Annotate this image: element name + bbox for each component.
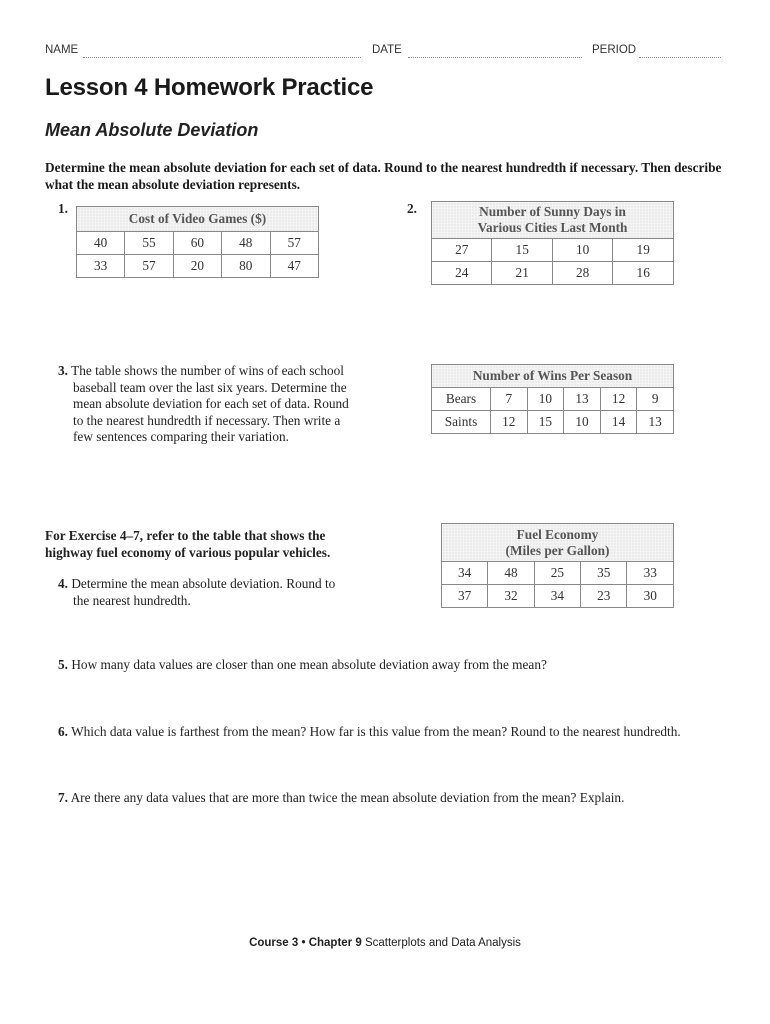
table-cell: 10 <box>564 411 601 434</box>
exercise-intro-line-1: For Exercise 4–7, refer to the table that shows the <box>45 528 326 543</box>
table-cell: 48 <box>488 562 534 585</box>
table-cell: 20 <box>173 255 221 278</box>
page-footer <box>0 937 770 949</box>
table-title-line-2: Various Cities Last Month <box>477 220 628 235</box>
table-cell: 14 <box>600 411 637 434</box>
table-cell: 28 <box>552 262 612 285</box>
sunny-days-table <box>431 201 674 285</box>
name-line <box>83 57 361 58</box>
table-cell: 57 <box>125 255 173 278</box>
table-cell: 48 <box>222 232 270 255</box>
problem-7-question: Are there any data values that are more than twice the mean absolute deviation from the mean? Explain. <box>70 790 625 805</box>
problem-3-line-3: mean absolute deviation for each set of data. Round <box>73 396 349 411</box>
problem-2-number: 2. <box>407 201 417 216</box>
wins-per-season-table <box>431 364 674 434</box>
table-title: Number of Wins Per Season <box>432 365 674 388</box>
table-cell: 33 <box>77 255 125 278</box>
instructions: Determine the mean absolute deviation for each set of data. Round to the nearest hundredth if necessary. Then describe what the mean absolute deviation represents. <box>45 160 722 192</box>
table-cell: 27 <box>432 239 492 262</box>
problem-4-number: 4. <box>58 576 68 591</box>
table-cell: 80 <box>222 255 270 278</box>
table-cell: 24 <box>432 262 492 285</box>
problem-5-question: How many data values are closer than one mean absolute deviation away from the mean? <box>71 657 547 672</box>
table-cell: 47 <box>270 255 319 278</box>
table-cell: 12 <box>600 388 637 411</box>
table-cell: 32 <box>488 585 534 608</box>
fuel-economy-table <box>441 523 674 608</box>
student-info-header <box>45 44 721 62</box>
problem-3-number: 3. <box>58 363 68 378</box>
table-cell: 40 <box>77 232 125 255</box>
problem-5-text <box>58 657 748 674</box>
table-cell: 25 <box>534 562 580 585</box>
table-cell: 21 <box>492 262 552 285</box>
table-cell: 30 <box>627 585 674 608</box>
page-title: Lesson 4 Homework Practice <box>45 74 374 101</box>
table-cell: 10 <box>552 239 612 262</box>
problem-6-text <box>58 724 758 741</box>
problem-3-line-5: few sentences comparing their variation. <box>73 429 289 444</box>
table-title: Cost of Video Games ($) <box>77 207 319 232</box>
team-name-cell: Saints <box>432 411 491 434</box>
problem-5-number: 5. <box>58 657 68 672</box>
table-cell: 37 <box>442 585 488 608</box>
table-cell: 13 <box>637 411 674 434</box>
video-games-cost-table <box>76 206 319 278</box>
name-label: NAME <box>45 44 79 56</box>
problem-7-number: 7. <box>58 790 68 805</box>
table-title-line-1: Number of Sunny Days in <box>479 204 626 219</box>
date-line <box>408 57 582 58</box>
exercise-intro-line-2: highway fuel economy of various popular vehicles. <box>45 545 331 560</box>
table-cell: 10 <box>527 388 564 411</box>
date-label: DATE <box>372 44 402 56</box>
problem-4-line-1: Determine the mean absolute deviation. Round to <box>71 576 336 591</box>
table-cell: 15 <box>492 239 552 262</box>
problem-6-number: 6. <box>58 724 68 739</box>
problem-3-text <box>58 363 388 446</box>
table-cell: 35 <box>581 562 627 585</box>
table-cell: 57 <box>270 232 319 255</box>
period-label: PERIOD <box>592 44 637 56</box>
table-cell: 55 <box>125 232 173 255</box>
page-subtitle: Mean Absolute Deviation <box>45 120 259 140</box>
table-cell: 34 <box>442 562 488 585</box>
table-cell: 23 <box>581 585 627 608</box>
table-cell: 12 <box>491 411 528 434</box>
table-title-line-2: (Miles per Gallon) <box>505 542 610 558</box>
problem-7-text <box>58 790 748 807</box>
table-cell: 19 <box>613 239 674 262</box>
table-cell: 7 <box>491 388 528 411</box>
problem-6-question: Which data value is farthest from the mean? How far is this value from the mean? Round to the nearest hundredth. <box>71 724 681 739</box>
table-cell: 15 <box>527 411 564 434</box>
table-cell: 34 <box>534 585 580 608</box>
period-line <box>639 57 721 58</box>
problem-4-line-2: the nearest hundredth. <box>73 592 191 608</box>
problem-3-line-2: baseball team over the last six years. Determine the <box>73 379 347 395</box>
problem-1-number: 1. <box>58 201 68 216</box>
team-name-cell: Bears <box>432 388 491 411</box>
problem-3-line-1: The table shows the number of wins of each school <box>71 363 344 378</box>
footer-topic: Scatterplots and Data Analysis <box>364 937 521 949</box>
table-title <box>432 202 674 239</box>
table-cell: 9 <box>637 388 674 411</box>
table-cell: 13 <box>564 388 601 411</box>
exercise-intro <box>45 527 405 561</box>
problem-3-line-4: to the nearest hundredth if necessary. Then write a <box>73 412 341 428</box>
table-title <box>442 524 674 562</box>
table-cell: 33 <box>627 562 674 585</box>
table-title-line-1: Fuel Economy <box>516 526 599 542</box>
table-cell: 60 <box>173 232 221 255</box>
problem-4-text <box>58 576 388 609</box>
table-cell: 16 <box>613 262 674 285</box>
footer-course: Course 3 • Chapter 9 <box>249 937 362 949</box>
